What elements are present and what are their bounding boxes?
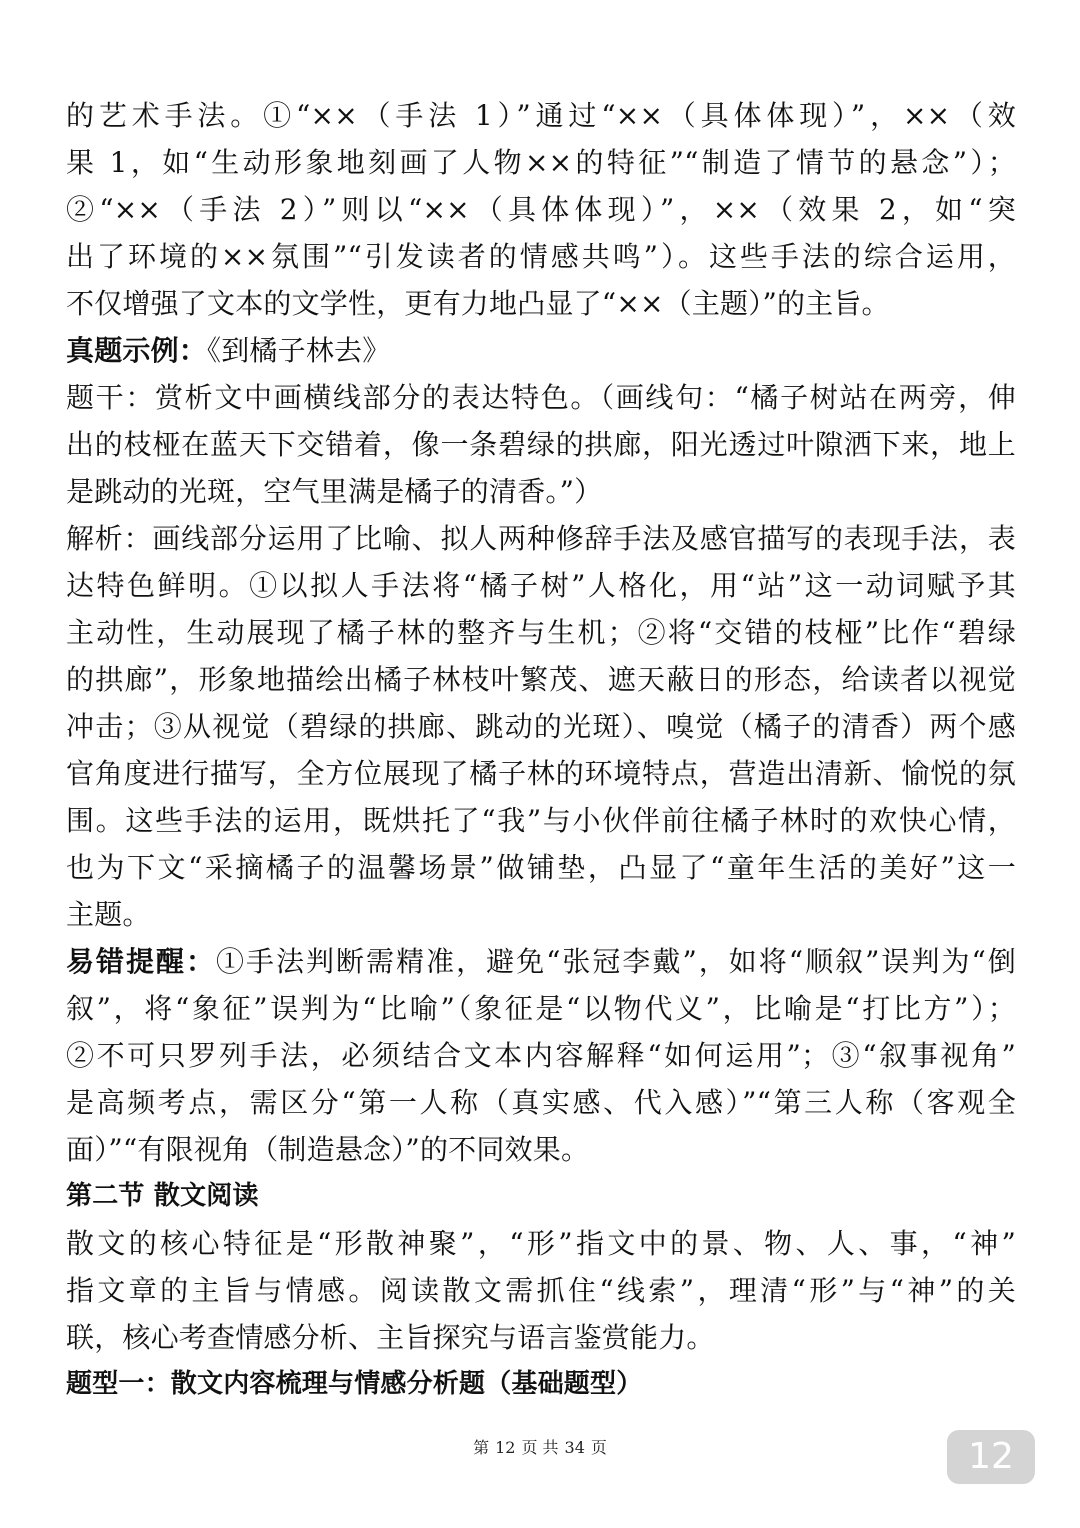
footer-total-pages: 34 [564,1438,585,1457]
reminder-line: 面）”“有限视角（制造悬念）”的不同效果。 [66,1133,590,1166]
body-line: 果 1，如“生动形象地刻画了人物××的特征”“制造了情节的悬念”）； [66,146,1016,179]
analysis-line: 围。这些手法的运用，既烘托了“我”与小伙伴前往橘子林时的欢快心情， [66,804,1016,837]
body-line: 不仅增强了文本的文学性，更有力地凸显了“××（主题）”的主旨。 [66,287,890,320]
analysis-line: 冲击；③从视觉（碧绿的拱廊、跳动的光斑）、嗅觉（橘子的清香）两个感 [66,710,1016,743]
analysis-line: 的拱廊”，形象地描绘出橘子林枝叶繁茂、遮天蔽日的形态，给读者以视觉 [66,663,1016,696]
analysis-line: 也为下文“采摘橘子的温馨场景”做铺垫，凸显了“童年生活的美好”这一 [66,851,1016,884]
footer-prefix: 第 [473,1438,490,1457]
analysis-line: 达特色鲜明。①以拟人手法将“橘子树”人格化，用“站”这一动词赋予其 [66,569,1016,602]
section-line: 指文章的主旨与情感。阅读散文需抓住“线索”，理清“形”与“神”的关 [66,1274,1016,1307]
reminder-first-line [66,938,1016,985]
section-heading: 第二节 散文阅读 [66,1181,259,1211]
example-stem-line: 出的枝桠在蓝天下交错着，像一条碧绿的拱廊，阳光透过叶隙洒下来，地上 [66,428,1016,461]
footer-middle: 页 共 [521,1438,559,1457]
section-line: 联，核心考查情感分析、主旨探究与语言鉴赏能力。 [66,1321,715,1354]
document-body [66,92,1016,1408]
example-heading [66,327,1016,374]
example-label: 真题示例： [66,334,208,367]
analysis-line: 解析：画线部分运用了比喻、拟人两种修辞手法及感官描写的表现手法，表 [66,522,1016,555]
analysis-line: 主动性，生动展现了橘子林的整齐与生机；②将“交错的枝桠”比作“碧绿 [66,616,1016,649]
analysis-line: 官角度进行描写，全方位展现了橘子林的环境特点，营造出清新、愉悦的氛 [66,757,1016,790]
example-title: 《到橘子林去》 [207,334,391,367]
example-stem-line: 题干：赏析文中画横线部分的表达特色。（画线句：“橘子树站在两旁，伸 [66,381,1016,414]
reminder-line: 叙”，将“象征”误判为“比喻”（象征是“以物代义”，比喻是“打比方”）； [66,992,1016,1025]
reminder-line: ②不可只罗列手法，必须结合文本内容解释“如何运用”；③“叙事视角” [66,1039,1016,1072]
example-stem-line: 是跳动的光斑，空气里满是橘子的清香。”） [66,475,603,508]
body-line: ②“××（手法 2）”则以“××（具体体现）”，××（效果 2，如“突 [66,193,1016,226]
reminder-text: ①手法判断需精准，避免“张冠李戴”，如将“顺叙”误判为“倒 [216,945,1016,978]
body-line: 出了环境的××氛围”“引发读者的情感共鸣”）。这些手法的综合运用， [66,240,1016,273]
analysis-line: 主题。 [66,898,151,931]
reminder-line: 是高频考点，需区分“第一人称（真实感、代入感）”“第三人称（客观全 [66,1086,1016,1119]
page-number-badge: 12 [947,1430,1035,1484]
footer-suffix: 页 [590,1438,607,1457]
reminder-label: 易错提醒： [66,945,217,978]
page-footer [0,1436,1080,1460]
body-line: 的艺术手法。①“××（手法 1）”通过“××（具体体现）”，××（效 [66,99,1016,132]
footer-current-page: 12 [495,1438,516,1457]
question-type-heading: 题型一：散文内容梳理与情感分析题（基础题型） [66,1369,643,1399]
section-line: 散文的核心特征是“形散神聚”，“形”指文中的景、物、人、事，“神” [66,1227,1016,1260]
